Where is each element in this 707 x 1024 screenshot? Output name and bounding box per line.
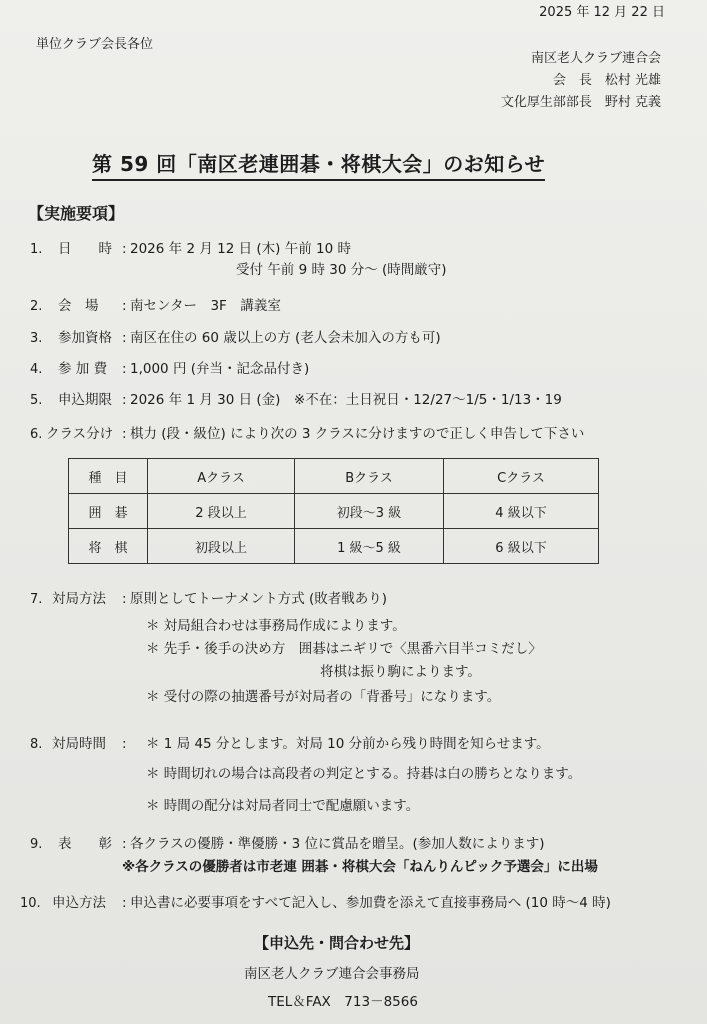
item-note: ＊ 先手・後手の決め方 囲碁はニギリで〈黒番六目半コミだし〉 <box>146 641 542 657</box>
item-number: 5. <box>30 393 43 408</box>
table-row <box>69 529 599 564</box>
item-note: ＊ 1 局 45 分とします。対局 10 分前から残り時間を知らせます。 <box>146 736 550 752</box>
contact-office: 南区老人クラブ連合会事務局 <box>244 966 420 982</box>
table-header-cell: Bクラス <box>295 459 444 494</box>
table-cell: 2 段以上 <box>148 494 295 529</box>
item-text: 棋力 (段・級位) により次の 3 クラスに分けますので正しく申告して下さい <box>130 426 585 442</box>
table-header-row <box>69 459 599 494</box>
label-colon: : <box>122 836 127 852</box>
item-label: 参加資格 <box>58 330 112 346</box>
table-header-cell: 種 目 <box>69 459 148 494</box>
item-number: 6. <box>30 427 43 442</box>
event-date: 2026 年 2 月 12 日 (木) 午前 10 時 <box>130 241 351 257</box>
item-text: 1,000 円 (弁当・記念品付き) <box>130 361 310 377</box>
item-text: 南区在住の 60 歳以上の方 (老人会未加入の方も可) <box>130 330 441 346</box>
table-cell: 囲 碁 <box>69 494 148 529</box>
sender-dept: 文化厚生部部長 野村 克義 <box>500 95 661 110</box>
item-number: 7. <box>30 592 43 607</box>
label-colon: : <box>122 298 127 314</box>
item-label: 表 彰 <box>58 836 112 852</box>
label-colon: : <box>122 895 127 911</box>
label-colon: : <box>122 426 127 442</box>
item-label: 会 場 <box>58 298 99 314</box>
reception-time: 受付 午前 9 時 30 分〜 (時間厳守) <box>236 262 447 278</box>
item-number: 1. <box>30 242 43 257</box>
label-colon: : <box>122 736 127 752</box>
item-label: 日 時 <box>58 241 112 257</box>
table-cell: 4 級以下 <box>444 494 599 529</box>
item-label: クラス分け <box>46 426 114 442</box>
item-number: 2. <box>30 299 43 314</box>
table-cell: 将 棋 <box>69 529 148 564</box>
item-note: ＊ 時間切れの場合は高段者の判定とする。持碁は白の勝ちとなります。 <box>146 766 582 782</box>
item-label: 対局方法 <box>52 591 106 607</box>
contact-heading: 【申込先・問合わせ先】 <box>254 934 420 952</box>
sender-chair: 会 長 松村 光雄 <box>552 73 661 88</box>
item-text: 申込書に必要事項をすべて記入し、参加費を添えて直接事務局へ (10 時〜4 時) <box>130 895 611 911</box>
item-text: 原則としてトーナメント方式 (敗者戦あり) <box>130 591 388 607</box>
table-header-cell: Aクラス <box>148 459 295 494</box>
document-title: 第 59 回「南区老連囲碁・将棋大会」のお知らせ <box>92 154 545 181</box>
sender-org: 南区老人クラブ連合会 <box>530 51 661 66</box>
label-colon: : <box>122 330 127 346</box>
item-number: 3. <box>30 331 43 346</box>
item-number: 10. <box>20 896 41 911</box>
table-cell: 初段〜3 級 <box>295 494 444 529</box>
section-heading: 【実施要項】 <box>28 204 125 223</box>
item-number: 9. <box>30 837 43 852</box>
label-colon: : <box>122 392 127 408</box>
table-row <box>69 494 599 529</box>
class-table <box>68 458 599 564</box>
item-note: ＊ 対局組合わせは事務局作成によります。 <box>146 618 406 634</box>
item-text: 南センター 3F 講義室 <box>130 298 281 314</box>
table-header-cell: Cクラス <box>444 459 599 494</box>
table-cell: 初段以上 <box>148 529 295 564</box>
contact-tel: TEL＆FAX 713－8566 <box>268 994 418 1010</box>
item-note: ＊ 受付の際の抽選番号が対局者の「背番号」になります。 <box>146 689 501 705</box>
label-colon: : <box>122 591 127 607</box>
item-label: 申込方法 <box>52 895 106 911</box>
item-label: 申込期限 <box>58 392 112 408</box>
item-number: 4. <box>30 362 43 377</box>
item-number: 8. <box>30 737 43 752</box>
addressee: 単位クラブ会長各位 <box>36 37 154 52</box>
table-cell: 6 級以下 <box>444 529 599 564</box>
item-label: 対局時間 <box>52 736 106 752</box>
issue-date: 2025 年 12 月 22 日 <box>539 5 665 20</box>
item-text: 2026 年 1 月 30 日 (金) ※不在：土日祝日・12/27〜1/5・1/13・19 <box>130 392 562 408</box>
table-cell: 1 級〜5 級 <box>295 529 444 564</box>
item-note: 将棋は振り駒によります。 <box>320 664 481 680</box>
item-text: 各クラスの優勝・準優勝・3 位に賞品を贈呈。(参加人数によります) <box>130 836 545 852</box>
label-colon: : <box>122 361 127 377</box>
item-note: ＊ 時間の配分は対局者同士で配慮願います。 <box>146 798 420 814</box>
item-label: 参 加 費 <box>58 361 108 377</box>
label-colon: : <box>122 241 127 257</box>
item-note: ※各クラスの優勝者は市老連 囲碁・将棋大会「ねんりんピック予選会」に出場 <box>122 859 598 875</box>
